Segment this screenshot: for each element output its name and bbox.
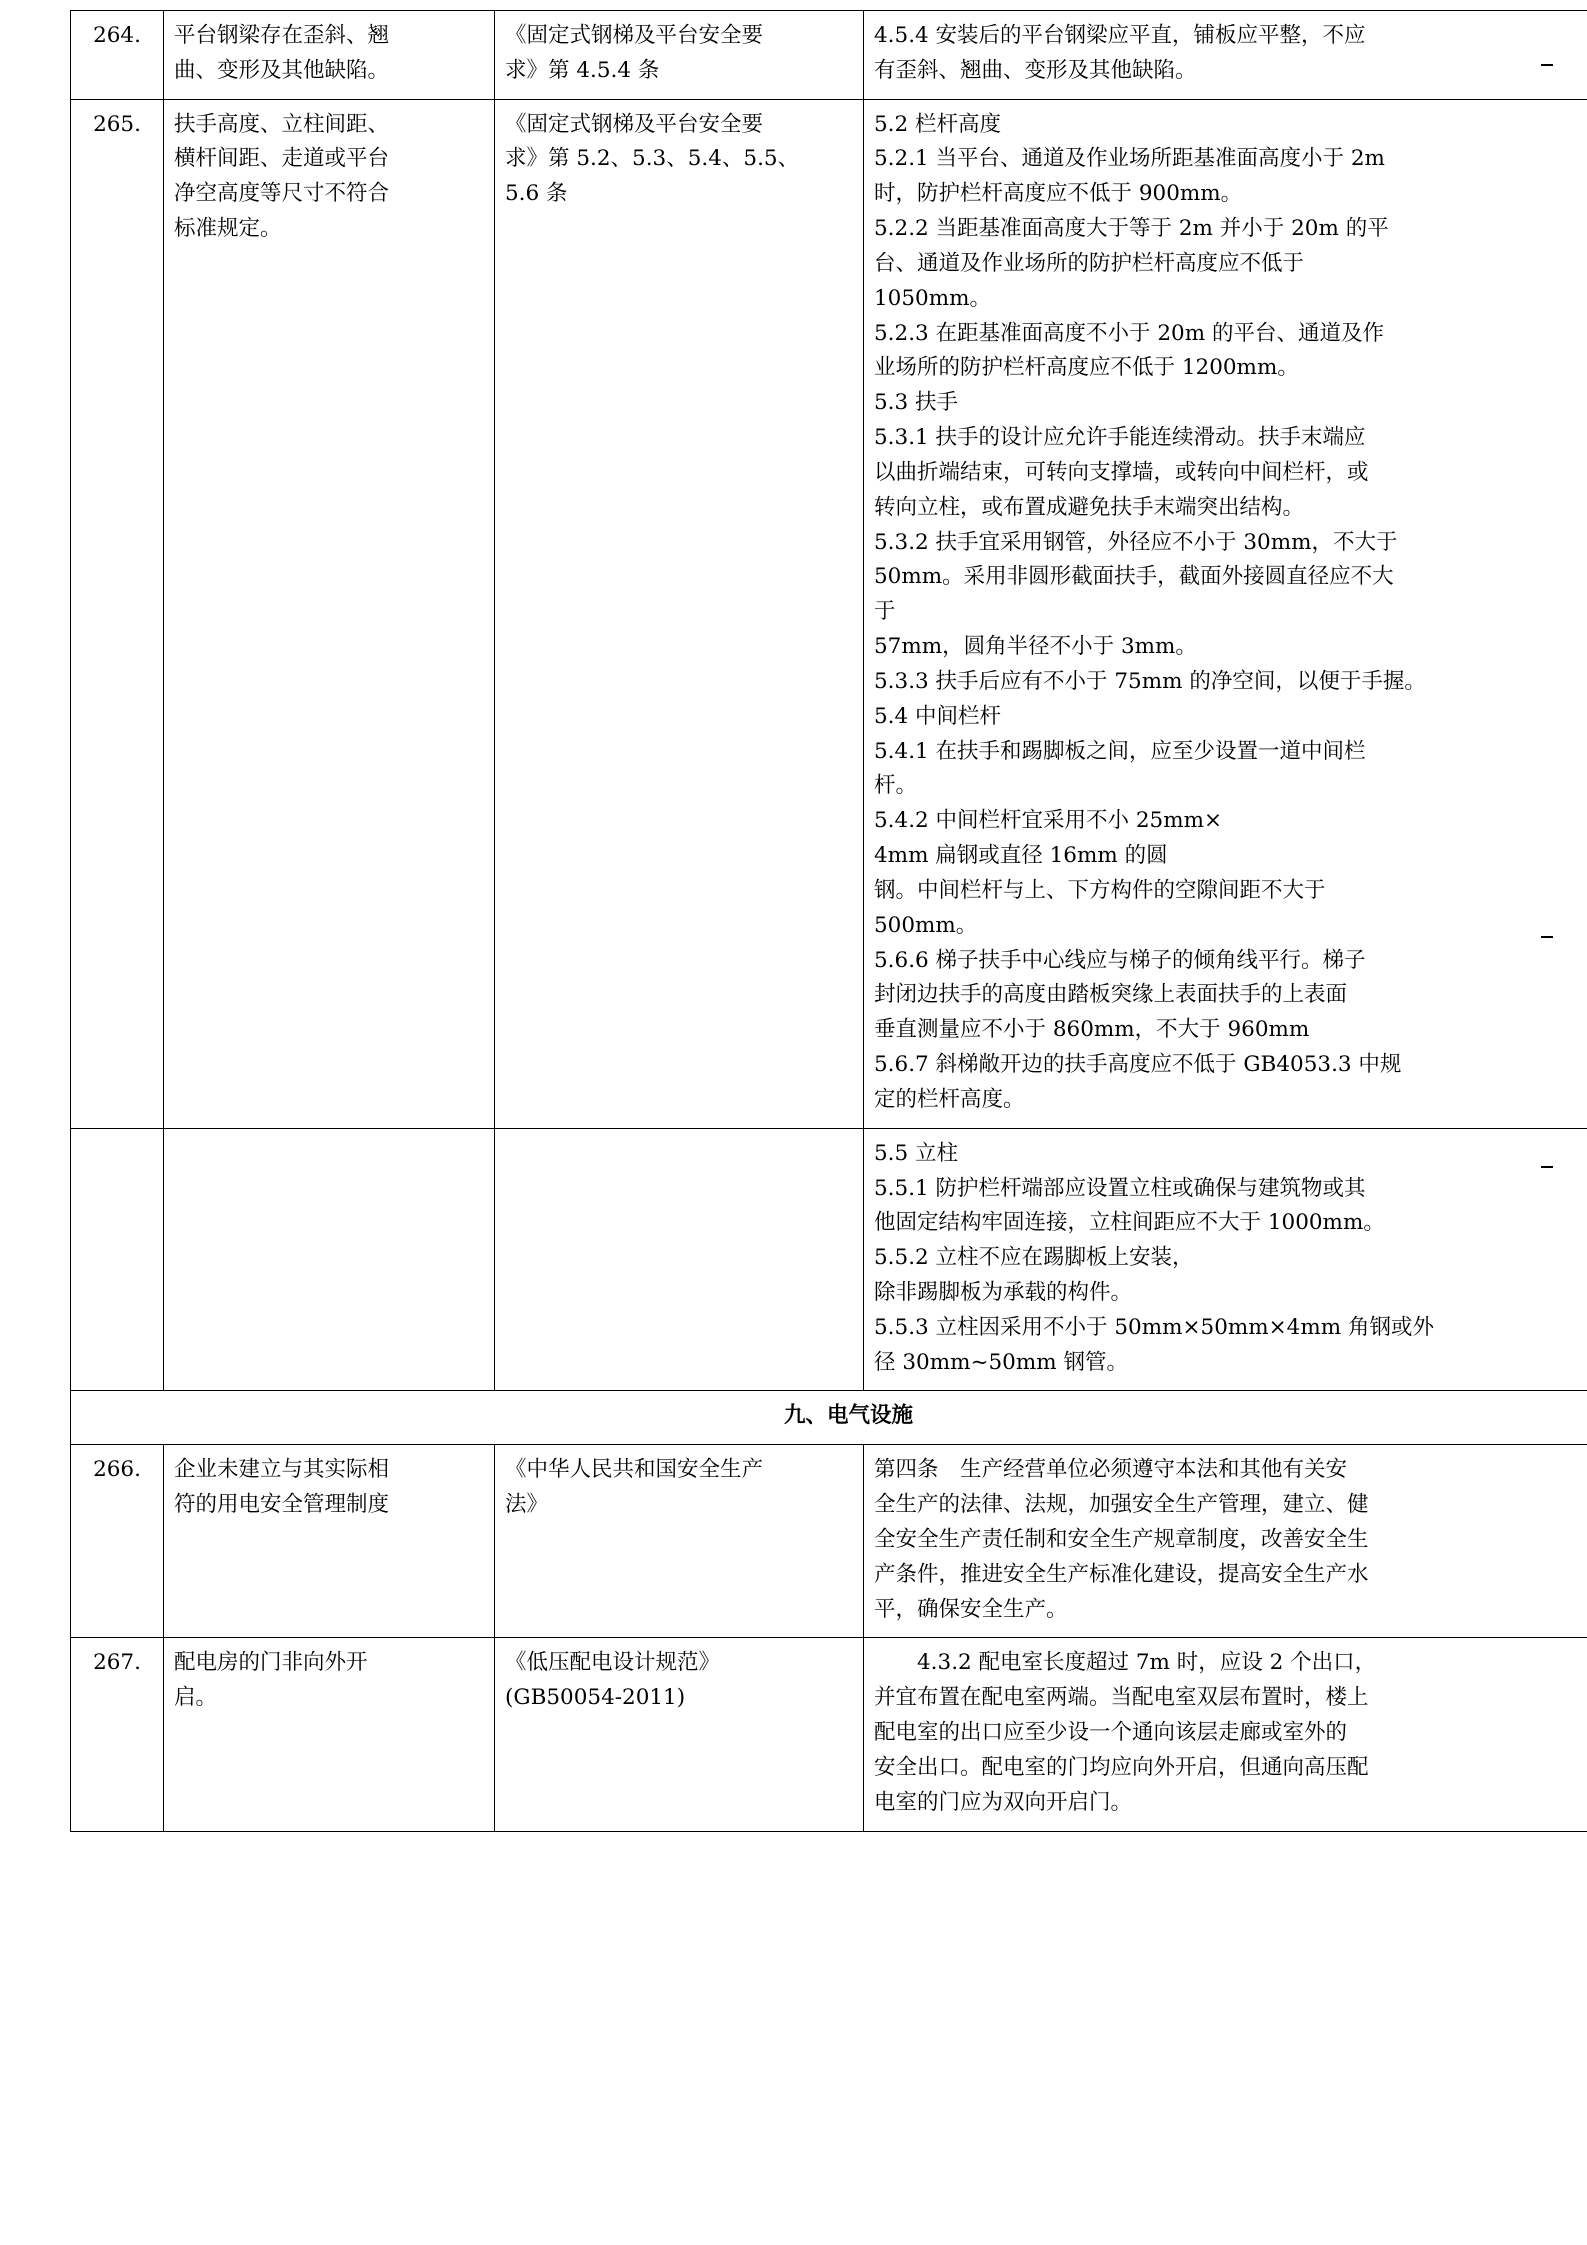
- inspection-checklist-table: [70, 10, 1587, 1832]
- row-number: 265.: [93, 111, 141, 137]
- clause-line: 4.5.4 安装后的平台钢梁应平直，铺板应平整，不应: [874, 23, 1366, 48]
- clause-line: 5.4 中间栏杆: [874, 703, 1002, 729]
- problem-item-line: 配电房的门非向外开: [174, 1650, 368, 1676]
- clause-line: 电室的门应为双向开启门。: [874, 1789, 1133, 1815]
- row-number-cell: [71, 99, 164, 1128]
- clause-line: 台、通道及作业场所的防护栏杆高度应不低于: [874, 250, 1305, 276]
- problem-item-line: 启。: [174, 1685, 218, 1711]
- clause-line: 500mm。: [874, 912, 978, 938]
- clause-line: 5.2.3 在距基准面高度不小于 20m 的平台、通道及作: [874, 320, 1384, 346]
- clause-line: 安全出口。配电室的门均应向外开启，但通向高压配: [874, 1754, 1369, 1780]
- clause-line: 5.5.3 立柱因采用不小于 50mm×50mm×4mm 角钢或外: [874, 1314, 1434, 1340]
- basis-line: 求》第 5.2、5.3、5.4、5.5、: [505, 146, 800, 172]
- clause-line: 5.2.2 当距基准面高度大于等于 2m 并小于 20m 的平: [874, 216, 1389, 242]
- clause-line: 5.5.2 立柱不应在踢脚板上安装，: [874, 1245, 1194, 1271]
- row-number: 266.: [93, 1457, 141, 1483]
- basis-line: (GB50054-2011): [505, 1685, 686, 1711]
- clause-line: 杆。: [874, 773, 918, 799]
- basis-clause-cell: [495, 1445, 864, 1638]
- basis-line: 《固定式钢梯及平台安全要: [505, 23, 764, 48]
- clause-line: 以曲折端结束，可转向支撑墙，或转向中间栏杆，或: [874, 459, 1369, 485]
- row-number-cell: [71, 1638, 164, 1831]
- clause-line: 除非踢脚板为承载的构件。: [874, 1279, 1133, 1305]
- clause-line: 全生产的法律、法规，加强安全生产管理，建立、健: [874, 1492, 1369, 1518]
- table-row: [71, 99, 1587, 1128]
- basis-line: 5.6 条: [505, 181, 568, 207]
- clause-line: 时，防护栏杆高度应不低于 900mm。: [874, 181, 1243, 207]
- problem-item-line: 平台钢梁存在歪斜、翘: [174, 23, 390, 48]
- basis-clause-cell: [495, 11, 864, 100]
- clause-line: 5.3.1 扶手的设计应允许手能连续滑动。扶手末端应: [874, 425, 1366, 451]
- clause-line: 5.3.2 扶手宜采用钢管，外径应不小于 30mm，不大于: [874, 529, 1398, 555]
- margin-tick: [1541, 64, 1553, 66]
- problem-item-line: 标准规定。: [174, 216, 282, 242]
- clause-line: 4.3.2 配电室长度超过 7m 时，应设 2 个出口，: [874, 1650, 1377, 1676]
- clause-line: 业场所的防护栏杆高度应不低于 1200mm。: [874, 355, 1299, 381]
- clause-line: 垂直测量应不小于 860mm，不大于 960mm: [874, 1017, 1310, 1043]
- clause-line: 定的栏杆高度。: [874, 1086, 1025, 1112]
- table-row: [71, 1445, 1587, 1638]
- problem-item-cell: [164, 1445, 495, 1638]
- problem-item-cell: [164, 1128, 495, 1391]
- clause-line: 第四条 生产经营单位必须遵守本法和其他有关安: [874, 1457, 1348, 1483]
- basis-clause-cell: [495, 99, 864, 1128]
- clause-line: 钢。中间栏杆与上、下方构件的空隙间距不大于: [874, 877, 1326, 903]
- clause-line: 封闭边扶手的高度由踏板突缘上表面扶手的上表面: [874, 982, 1348, 1008]
- clause-line: 转向立柱，或布置成避免扶手末端突出结构。: [874, 494, 1305, 520]
- clause-line: 5.6.6 梯子扶手中心线应与梯子的倾角线平行。梯子: [874, 947, 1366, 973]
- clause-line: 57mm，圆角半径不小于 3mm。: [874, 634, 1197, 660]
- table-row: [71, 1391, 1587, 1445]
- table-row: [71, 11, 1587, 100]
- clause-content-cell: [864, 1445, 1587, 1638]
- clause-line: 有歪斜、翘曲、变形及其他缺陷。: [874, 57, 1197, 83]
- problem-item-line: 扶手高度、立柱间距、: [174, 111, 390, 137]
- margin-tick: [1541, 936, 1553, 938]
- clause-line: 5.4.1 在扶手和踢脚板之间，应至少设置一道中间栏: [874, 738, 1366, 764]
- clause-content-cell: [864, 99, 1587, 1128]
- margin-tick: [1541, 1166, 1553, 1168]
- problem-item-line: 横杆间距、走道或平台: [174, 146, 390, 172]
- clause-line: 径 30mm~50mm 钢管。: [874, 1349, 1128, 1375]
- clause-line: 4mm 扁钢或直径 16mm 的圆: [874, 843, 1168, 869]
- clause-line: 5.2.1 当平台、通道及作业场所距基准面高度小于 2m: [874, 146, 1385, 172]
- clause-line: 50mm。采用非圆形截面扶手，截面外接圆直径应不大: [874, 564, 1394, 590]
- clause-line: 配电室的出口应至少设一个通向该层走廊或室外的: [874, 1720, 1348, 1746]
- clause-line: 5.5.1 防护栏杆端部应设置立柱或确保与建筑物或其: [874, 1175, 1366, 1201]
- table-row: [71, 1638, 1587, 1831]
- table-body: [71, 11, 1587, 1832]
- row-number: 267.: [93, 1650, 141, 1676]
- clause-line: 5.6.7 斜梯敞开边的扶手高度应不低于 GB4053.3 中规: [874, 1052, 1402, 1078]
- table-row: [71, 1128, 1587, 1391]
- problem-item-line: 曲、变形及其他缺陷。: [174, 57, 390, 83]
- clause-line: 全安全生产责任制和安全生产规章制度，改善安全生: [874, 1526, 1369, 1552]
- problem-item-cell: [164, 11, 495, 100]
- clause-line: 1050mm。: [874, 285, 991, 311]
- basis-line: 《低压配电设计规范》: [505, 1650, 721, 1676]
- row-number: 264.: [93, 23, 141, 48]
- clause-line: 5.4.2 中间栏杆宜采用不小 25mm×: [874, 808, 1223, 834]
- clause-line: 5.2 栏杆高度: [874, 111, 1002, 137]
- clause-line: 产条件，推进安全生产标准化建设，提高安全生产水: [874, 1561, 1369, 1587]
- row-number-cell: [71, 11, 164, 100]
- clause-line: 他固定结构牢固连接，立柱间距应不大于 1000mm。: [874, 1210, 1385, 1236]
- problem-item-cell: [164, 1638, 495, 1831]
- clause-content-cell: [864, 1128, 1587, 1391]
- clause-line: 5.3.3 扶手后应有不小于 75mm 的净空间，以便于手握。: [874, 668, 1426, 694]
- problem-item-line: 净空高度等尺寸不符合: [174, 181, 390, 207]
- basis-line: 《中华人民共和国安全生产: [505, 1457, 764, 1483]
- basis-clause-cell: [495, 1638, 864, 1831]
- clause-line: 平，确保安全生产。: [874, 1596, 1068, 1622]
- row-number-cell: [71, 1445, 164, 1638]
- basis-clause-cell: [495, 1128, 864, 1391]
- problem-item-line: 符的用电安全管理制度: [174, 1492, 390, 1518]
- row-number-cell: [71, 1128, 164, 1391]
- clause-content-cell: [864, 11, 1587, 100]
- problem-item-line: 企业未建立与其实际相: [174, 1457, 390, 1483]
- basis-line: 法》: [505, 1492, 549, 1518]
- basis-line: 《固定式钢梯及平台安全要: [505, 111, 764, 137]
- section-title: 九、电气设施: [71, 1391, 1587, 1445]
- clause-line: 5.3 扶手: [874, 390, 959, 416]
- clause-line: 并宜布置在配电室两端。当配电室双层布置时，楼上: [874, 1685, 1369, 1711]
- problem-item-cell: [164, 99, 495, 1128]
- clause-content-cell: [864, 1638, 1587, 1831]
- clause-line: 于: [874, 599, 896, 625]
- clause-line: 5.5 立柱: [874, 1140, 959, 1166]
- basis-line: 求》第 4.5.4 条: [505, 57, 660, 83]
